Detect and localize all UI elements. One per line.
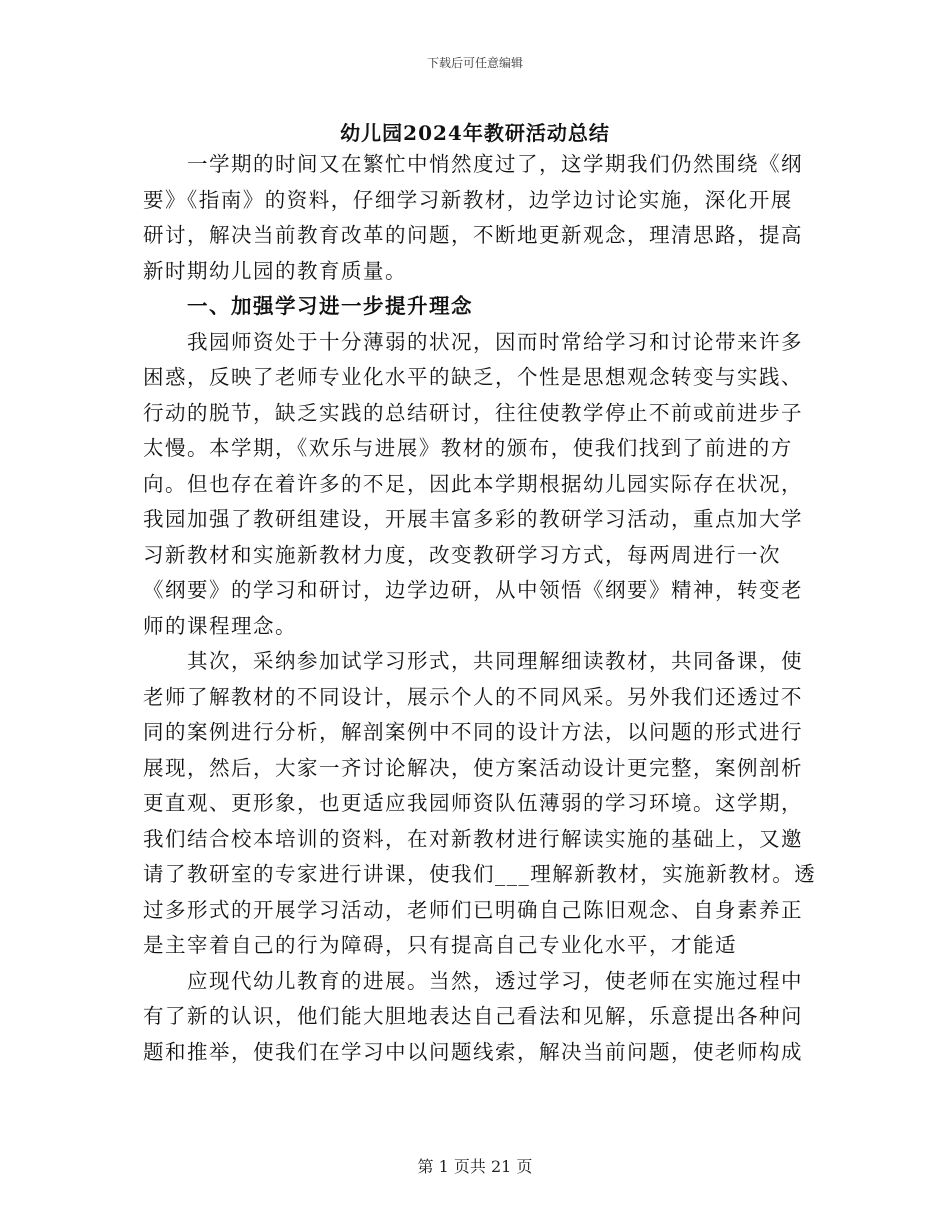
paragraph-line: 师的课程理念。 [143,613,297,638]
paragraph-line: 其次，采纳参加试学习形式，共同理解细读教材，共同备课，使 [187,649,803,673]
paragraph-line: 请了教研室的专家进行讲课，使我们___理解新教材，实施新教材。透 [143,862,817,886]
paragraph-line: 我们结合校本培训的资料，在对新教材进行解读实施的基础上，又邀 [143,826,803,851]
page-footer: 第 1 页共 21 页 [417,1157,533,1176]
paragraph-line: 困惑，反映了老师专业化水平的缺乏，个性是思想观念转变与实践、 [143,365,803,389]
page-header: 下载后可任意编辑 [426,56,523,70]
paragraph-line: 有了新的认识，他们能大胆地表达自己看法和见解，乐意提出各种问 [143,1004,803,1028]
paragraph-line: 《纲要》的学习和研讨，边学边研，从中领悟《纲要》精神，转变老 [143,578,803,602]
paragraph-line: 是主宰着自己的行为障碍，只有提高自己专业化水平，才能适 [143,933,737,957]
paragraph-line: 研讨，解决当前教育改革的问题，不断地更新观念，理清思路，提高 [143,223,803,247]
paragraph-line: 展现，然后，大家一齐讨论解决，使方案活动设计更完整，案例剖析 [143,755,803,780]
paragraph-line: 新时期幼儿园的教育质量。 [143,258,407,283]
paragraph-line: 习新教材和实施新教材力度，改变教研学习方式，每两周进行一次 [143,542,781,567]
paragraph-line: 题和推举，使我们在学习中以问题线索，解决当前问题，使老师构成 [143,1039,803,1064]
paragraph-line: 向。但也存在着许多的不足，因此本学期根据幼儿园实际存在状况， [143,471,803,496]
paragraph-line: 过多形式的开展学习活动，老师们已明确自己陈旧观念、自身素养正 [143,897,803,922]
paragraph-line: 一学期的时间又在繁忙中悄然度过了，这学期我们仍然围绕《纲 [187,152,803,176]
paragraph-line: 行动的脱节，缺乏实践的总结研讨，往往使教学停止不前或前进步子 [143,400,803,425]
paragraph-line: 更直观、更形象，也更适应我园师资队伍薄弱的学习环境。这学期， [143,791,803,815]
paragraph-line: 我园加强了教研组建设，开展丰富多彩的教研学习活动，重点加大学 [143,507,803,531]
paragraph-line: 应现代幼儿教育的进展。当然，透过学习，使老师在实施过程中 [187,968,803,993]
section-heading: 一、加强学习进一步提升理念 [187,294,473,318]
paragraph-line: 同的案例进行分析，解剖案例中不同的设计方法，以问题的形式进行 [143,720,803,744]
document-title: 幼儿园2024年教研活动总结 [340,121,610,145]
paragraph-line: 要》《指南》的资料，仔细学习新教材，边学边讨论实施，深化开展 [143,187,793,212]
paragraph-line: 我园师资处于十分薄弱的状况，因而时常给学习和讨论带来许多 [187,329,803,354]
paragraph-line: 太慢。本学期，《欢乐与进展》教材的颁布，使我们找到了前进的方 [143,436,793,460]
document-body [143,147,817,1070]
paragraph-line: 老师了解教材的不同设计，展示个人的不同风采。另外我们还透过不 [143,684,803,709]
